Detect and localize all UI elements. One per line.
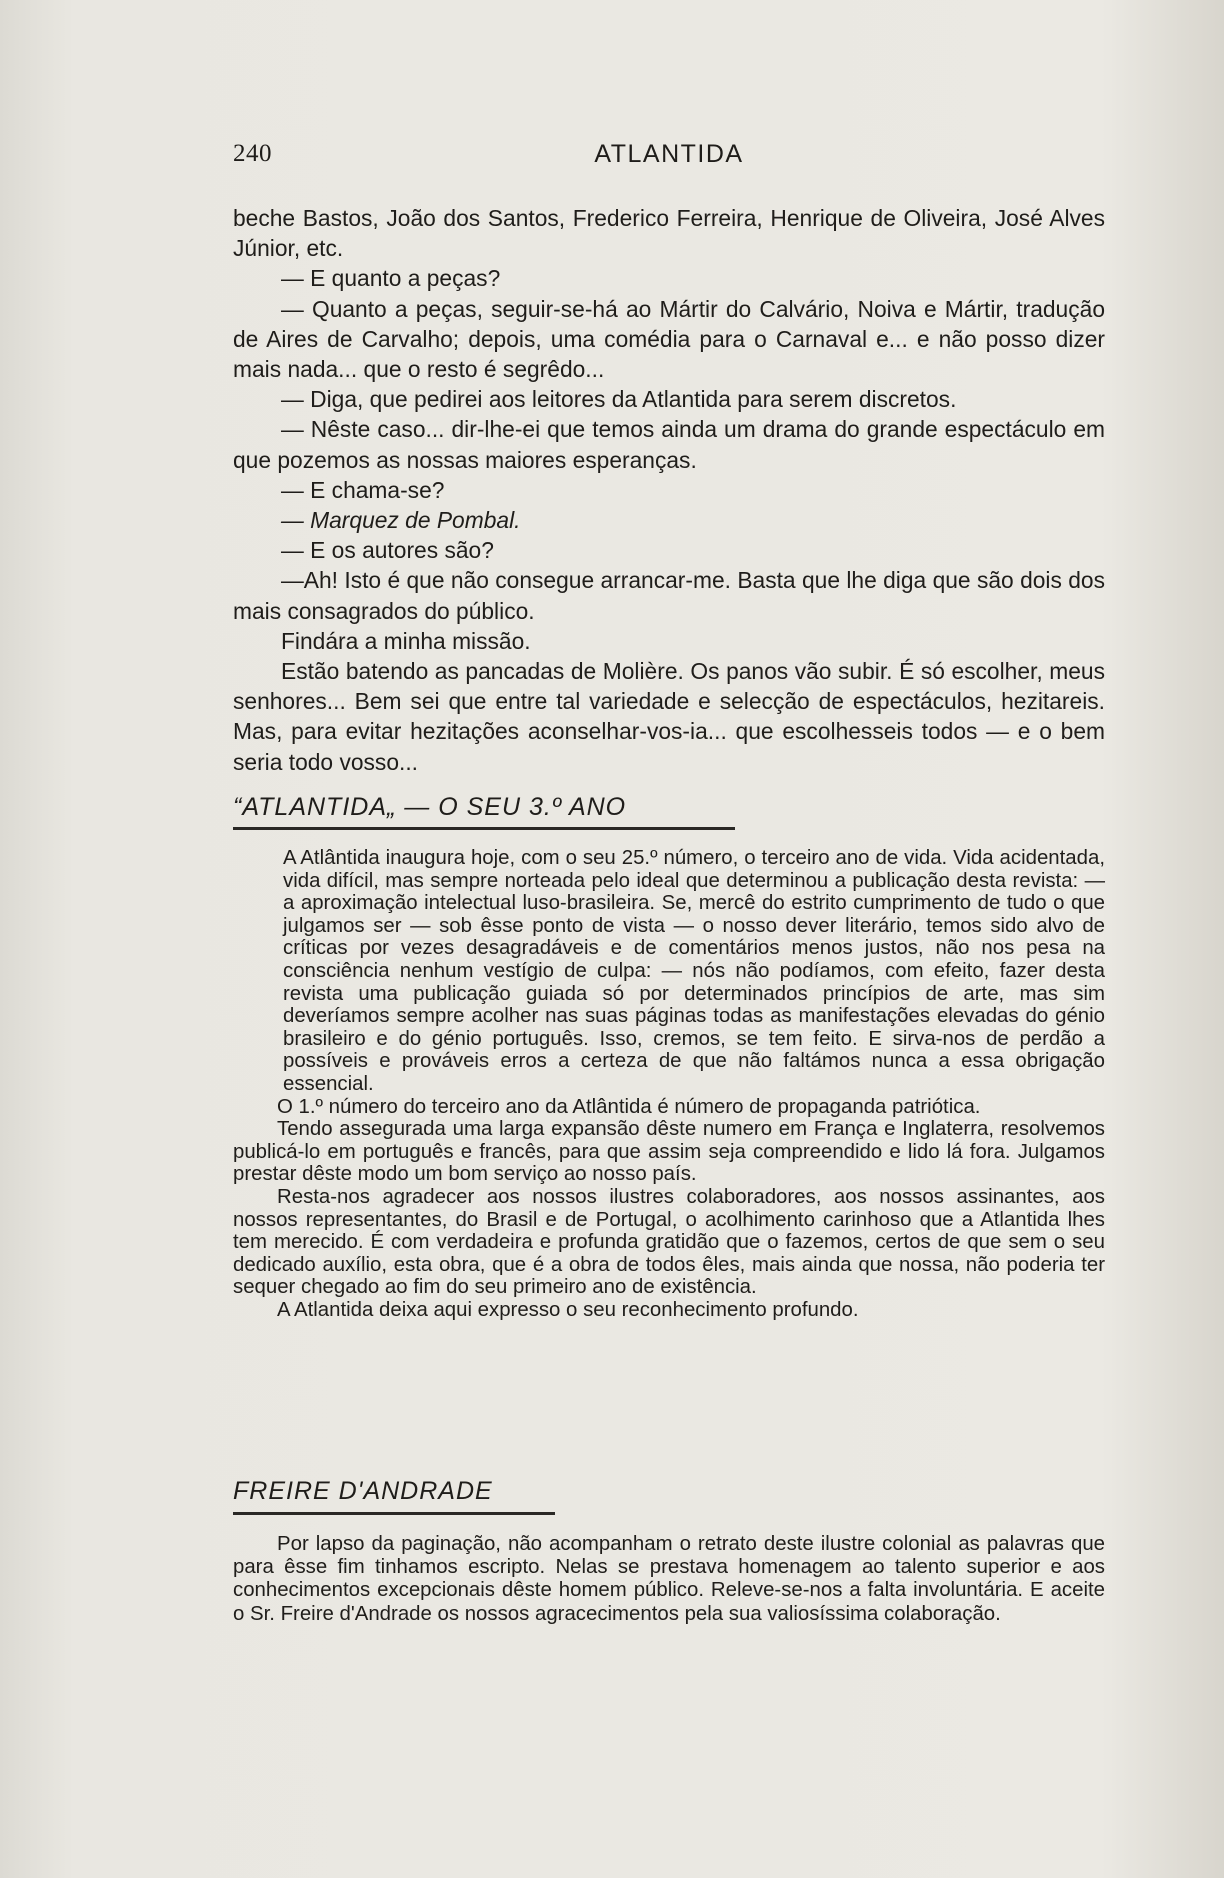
article-paragraph: A Atlântida inaugura hoje, com o seu 25.º número, o terceiro ano de vida. Vida acidentada, vida difícil, mas sempre norteada pelo ideal que determinou a publicação desta revista: — a aproximação intelectual luso-brasileira. Se, mercê do estrito cumprimento de tudo o que julgamos ser — sob êsse ponto de vista — o nosso dever literário, temos sido alvo de críticas por vezes desagradáveis e de comentários menos justos, não nos pesa na consciência nenhum vestígio de culpa: — nós não podíamos, com efeito, fazer desta revista uma publicação guiada só por determinados princípios de arte, mas sim deveríamos sempre acolher nas suas páginas todas as manifestações elevadas do génio brasileiro e do génio português. Isso, cremos, se tem feito. E sirva-nos de perdão a possíveis e prováveis erros a certeza de que não faltámos nunca a essa obrigação essencial. — [283, 847, 1105, 1095]
interview-paragraph: Findára a minha missão. — [281, 627, 531, 654]
article-paragraph: Resta-nos agradecer aos nossos ilustres colaboradores, aos nossos assinantes, aos nossos representantes, do Brasil e de Portugal, o acolhimento carinhoso que a Atlantida lhes tem merecido. É com verdadeira e profunda gratidão que o fazemos, certos de que sem o seu dedicado auxílio, esta obra, que é a obra de todos êles, mais ainda que nossa, não poderia ter sequer chegado ao fim do seu primeiro ano de existência. — [233, 1185, 1105, 1299]
notice-freire — [233, 1533, 1105, 1626]
interview-paragraph: — E chama-se? — [281, 476, 445, 503]
interview-paragraph: — Marquez de Pombal. — [281, 507, 521, 534]
page-header — [233, 140, 1105, 180]
notice-paragraph: Por lapso da paginação, não acompanham o retrato deste ilustre colonial as palavras que para êsse fim tinhamos escripto. Nelas se prestava homenagem ao talento superior e aos conhecimentos excepcionais dêste homem público. Releve-se-nos a falta involuntária. E aceite o Sr. Freire d'Andrade os nossos agracecimentos pela sua valiosíssima colaboração. — [233, 1533, 1105, 1625]
interview-paragraph: — E os autores são? — [281, 537, 494, 564]
interview-paragraph: — Diga, que pedirei aos leitores da Atlantida para serem discretos. — [281, 386, 957, 413]
article-paragraph: Tendo assegurada uma larga expansão dêste numero em França e Inglaterra, resolvemos publicá-lo em português e francês, para que assim seja compreendido e lido lá fora. Julgamos prestar dêste modo um bom serviço ao nosso país. — [233, 1118, 1105, 1186]
interview-paragraph: —Ah! Isto é que não consegue arrancar-me. Basta que lhe diga que são dois dos mais consagrados do público. — [233, 567, 1105, 624]
section-rule — [233, 1512, 555, 1515]
running-title: ATLANTIDA — [594, 140, 744, 168]
article-paragraph: O 1.º número do terceiro ano da Atlântida é número de propaganda patriótica. — [277, 1095, 981, 1118]
interview-paragraph: — E quanto a peças? — [281, 265, 501, 292]
article-atlantida — [233, 847, 1105, 1321]
interview-paragraph: — Quanto a peças, seguir-se-há ao Mártir do Calvário, Noiva e Mártir, tradução de Aires de Carvalho; depois, uma comédia para o Carnaval e... e não posso dizer mais nada... que o resto é segrêdo... — [233, 295, 1105, 383]
section-title-atlantida: “ATLANTIDA„ — O SEU 3.º ANO — [233, 793, 627, 821]
interview-text — [233, 203, 1105, 777]
article-paragraph: A Atlantida deixa aqui expresso o seu reconhecimento profundo. — [277, 1298, 859, 1321]
section-title-freire: FREIRE D'ANDRADE — [233, 1477, 493, 1505]
interview-paragraph: — Nêste caso... dir-lhe-ei que temos ainda um drama do grande espectáculo em que pozemos as nossas maiores esperanças. — [233, 416, 1105, 473]
interview-paragraph: beche Bastos, João dos Santos, Frederico Ferreira, Henrique de Oliveira, José Alves Júnior, etc. — [233, 205, 1105, 262]
section-rule — [233, 827, 735, 830]
interview-paragraph: Estão batendo as pancadas de Molière. Os panos vão subir. É só escolher, meus senhores... Bem sei que entre tal variedade e selecção de espectáculos, hezitareis. Mas, para evitar hezitações aconselhar-vos-ia... que escolhesseis todos — e o bem seria todo vosso... — [233, 658, 1105, 775]
page-number: 240 — [233, 140, 272, 167]
